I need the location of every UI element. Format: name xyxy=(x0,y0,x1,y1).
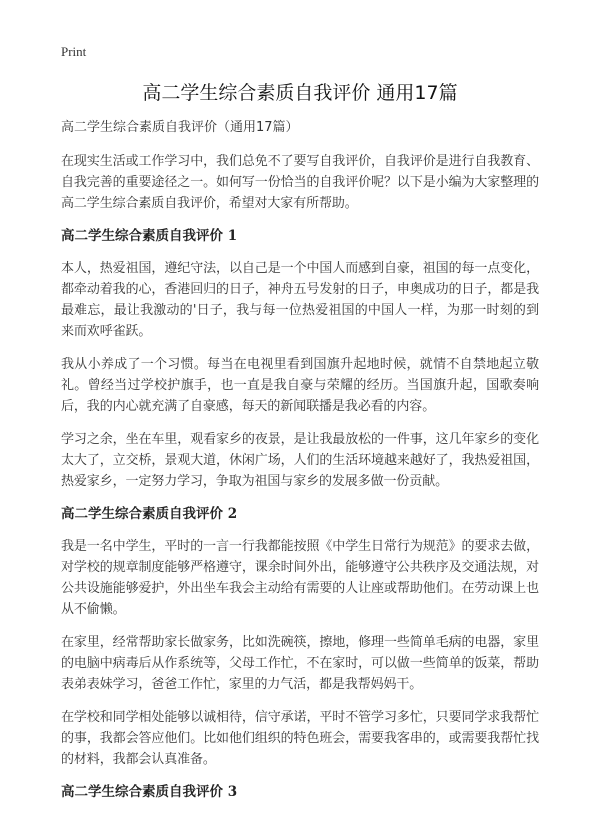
article-subtitle: 高二学生综合素质自我评价（通用17篇） xyxy=(61,120,299,135)
section-3-heading: 高二学生综合素质自我评价 3 xyxy=(61,784,238,800)
section-2-paragraph-2: 在家里，经常帮助家长做家务，比如洗碗筷，擦地，修理一些简单毛病的电器，家里的电脑中病毒后从作系统等，父母工作忙，不在家时，可以做一些简单的饭菜，帮助表弟表妹学习，爸爸工作忙，家里的力气活，都是我帮妈妈干。 xyxy=(61,635,539,692)
print-label: Print xyxy=(61,44,87,59)
section-1-heading: 高二学生综合素质自我评价 1 xyxy=(61,228,238,244)
section-2-heading: 高二学生综合素质自我评价 2 xyxy=(61,506,238,522)
section-2-paragraph-1: 我是一名中学生，平时的一言一行我都能按照《中学生日常行为规范》的要求去做，对学校的规章制度能够严格遵守，课余时间外出，能够遵守公共秩序及交通法规，对公共设施能够爱护，外出坐车我会主动给有需要的人让座或帮助他们。在劳动课上也从不偷懒。 xyxy=(61,539,539,617)
section-1-paragraph-1: 本人，热爱祖国，遵纪守法，以自己是一个中国人而感到自豪，祖国的每一点变化，都牵动着我的心，香港回归的日子，神舟五号发射的日子，申奥成功的日子，都是我最难忘，最让我激动的'日子，我与每一位热爱祖国的中国人一样，为那一时刻的到来而欢呼雀跃。 xyxy=(61,261,539,339)
section-1-paragraph-3: 学习之余，坐在车里，观看家乡的夜景，是让我最放松的一件事，这几年家乡的变化太大了，立交桥，景观大道，休闲广场，人们的生活环境越来越好了，我热爱祖国，热爱家乡，一定努力学习，争取为祖国与家乡的发展多做一份贡献。 xyxy=(61,432,539,489)
page-title: 高二学生综合素质自我评价 通用17篇 xyxy=(142,82,458,104)
section-2-paragraph-3: 在学校和同学相处能够以诚相待，信守承诺，平时不管学习多忙，只要同学求我帮忙的事，我都会答应他们。比如他们组织的特色班会，需要我客串的，或需要我帮忙找的材料，我都会认真准备。 xyxy=(61,710,539,767)
article-body xyxy=(61,118,539,814)
intro-paragraph: 在现实生活或工作学习中，我们总免不了要写自我评价，自我评价是进行自我教育、自我完善的重要途径之一。如何写一份恰当的自我评价呢？以下是小编为大家整理的高二学生综合素质自我评价，希望对大家有所帮助。 xyxy=(61,154,539,211)
section-1-paragraph-2: 我从小养成了一个习惯。每当在电视里看到国旗升起地时候，就情不自禁地起立敬礼。曾经当过学校护旗手，也一直是我自豪与荣耀的经历。当国旗升起，国歌奏响后，我的内心就充满了自豪感，每天的新闻联播是我必看的内容。 xyxy=(61,357,539,414)
